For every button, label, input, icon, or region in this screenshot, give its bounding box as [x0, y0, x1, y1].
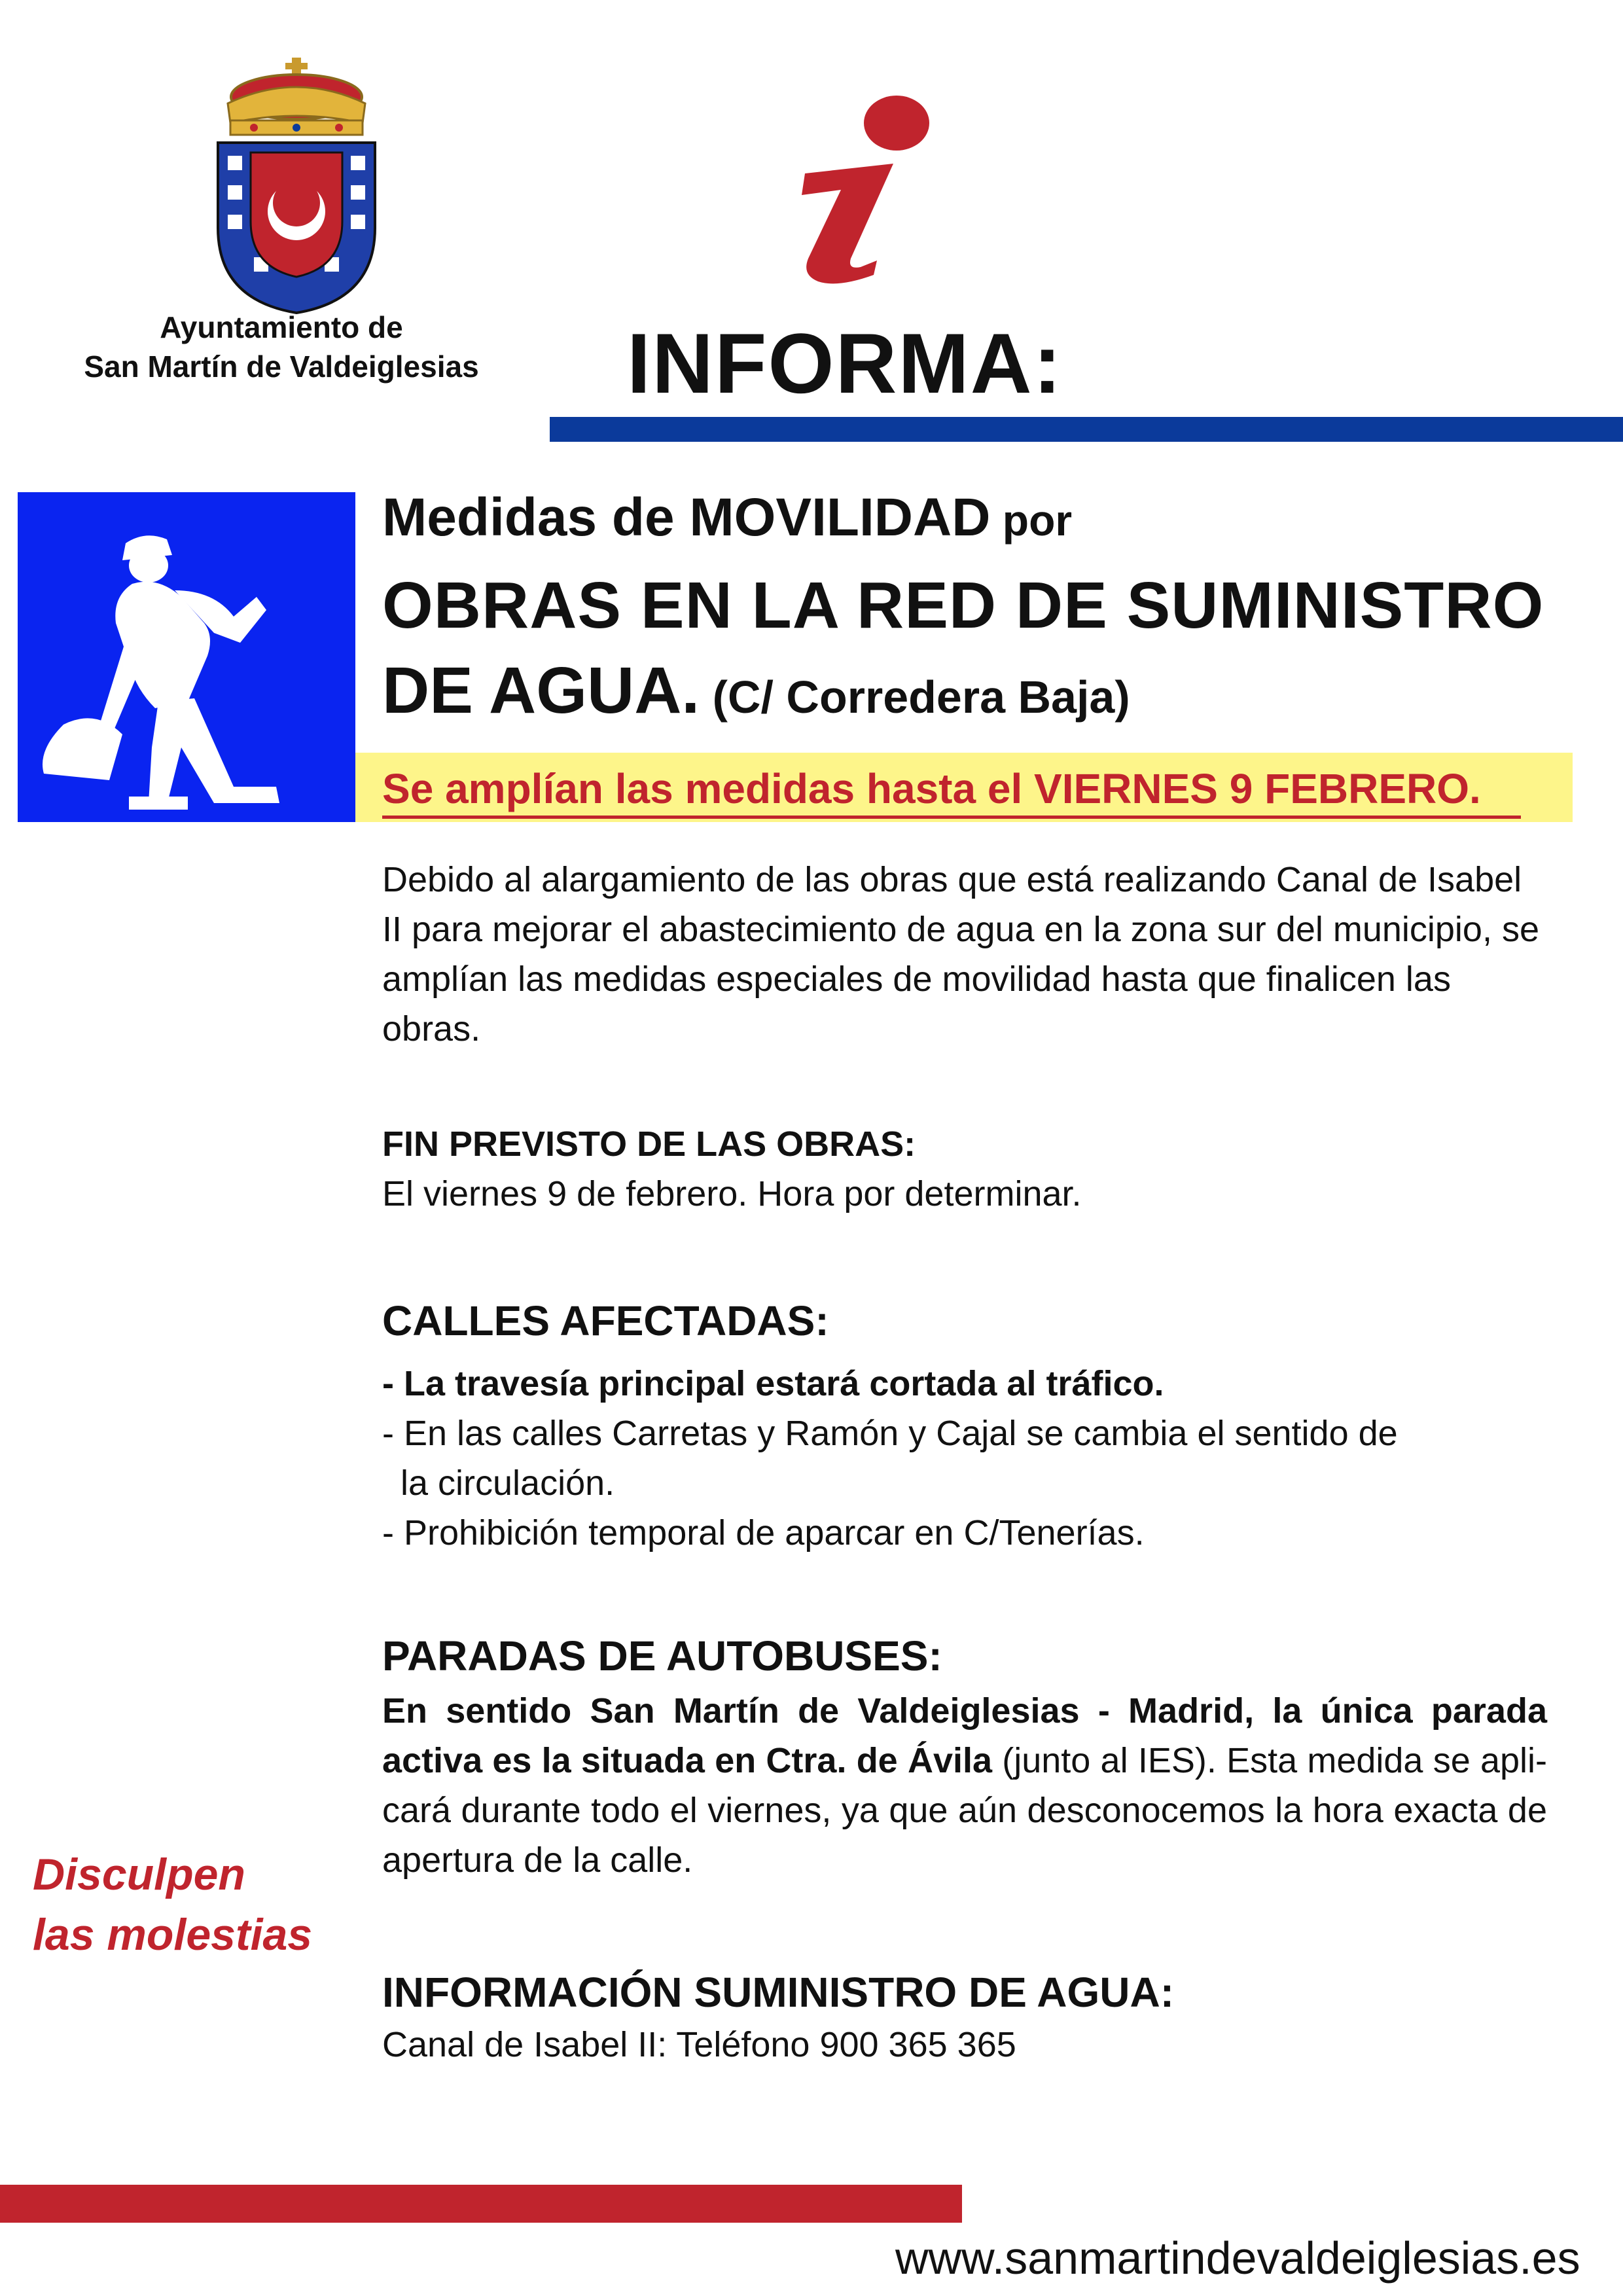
red-divider: [0, 2185, 962, 2223]
title-line-3-small: (C/ Corredera Baja): [700, 672, 1130, 723]
apology-note: [33, 1844, 312, 1965]
agua-text: Canal de Isabel II: Teléfono 900 365 365: [382, 2025, 1016, 2064]
calles-heading: CALLES AFECTADAS:: [382, 1297, 829, 1344]
bus-heading: PARADAS DE AUTOBUSES:: [382, 1632, 942, 1679]
calles-item-1: - La travesía principal estará cortada al tráfico.: [382, 1364, 1164, 1403]
extension-notice: Se amplían las medidas hasta el VIERNES 9 FEBRERO.: [382, 765, 1481, 812]
title-line-3: [382, 652, 1130, 736]
road-works-sign: [18, 492, 355, 822]
apology-line-1: Disculpen: [33, 1850, 245, 1899]
agua-heading: INFORMACIÓN SUMINISTRO DE AGUA:: [382, 1969, 1175, 2016]
fin-heading: FIN PREVISTO DE LAS OBRAS:: [382, 1124, 916, 1164]
title-line-1-main: Medidas de MOVILIDAD: [382, 488, 991, 547]
calles-item-2-continued: la circulación.: [401, 1463, 615, 1503]
calles-item-2: - En las calles Carretas y Ramón y Cajal se cambia el sentido de: [382, 1414, 1398, 1453]
website-link[interactable]: www.sanmartindevaldeiglesias.es: [895, 2233, 1580, 2284]
blue-divider: [550, 417, 1623, 442]
worker-digging-icon: [18, 492, 355, 822]
bus-bold-text: En sentido San Martín de Valdeiglesias - Madrid, la única parada activa es la situada en Ctra. de Ávila: [382, 1691, 1547, 1780]
informa-heading: INFORMA:: [627, 315, 1063, 411]
coat-of-arms-logo: [208, 58, 385, 314]
calles-item-3: - Prohibición temporal de aparcar en C/Tenerías.: [382, 1513, 1145, 1552]
title-line-2: OBRAS EN LA RED DE SUMINISTRO: [382, 569, 1544, 642]
title-line-1-small: por: [990, 496, 1073, 545]
bus-rest-text: (junto al IES). Esta medida se apli-cará durante todo el viernes, ya que aún desconocemos la hora exacta de apertura de la calle.: [382, 1741, 1547, 1880]
fin-text: El viernes 9 de febrero. Hora por determinar.: [382, 1174, 1082, 1213]
town-line-2: San Martín de Valdeiglesias: [84, 350, 479, 384]
extension-underline: [382, 816, 1521, 819]
title-line-3-main: DE AGUA.: [382, 654, 700, 727]
town-line-1: Ayuntamiento de: [160, 310, 403, 344]
title-line-1: [382, 483, 1072, 555]
intro-paragraph: Debido al alargamiento de las obras que está realizando Canal de Isabel II para mejorar el abastecimiento de agua en la zona sur del municipio, se amplían las medidas especiales de movilidad hasta que finalicen las obras.: [382, 860, 1539, 1049]
bus-paragraph: [382, 1686, 1547, 1885]
apology-line-2: las molestias: [33, 1910, 313, 1960]
town-name: [39, 308, 524, 386]
information-icon: [779, 92, 949, 288]
